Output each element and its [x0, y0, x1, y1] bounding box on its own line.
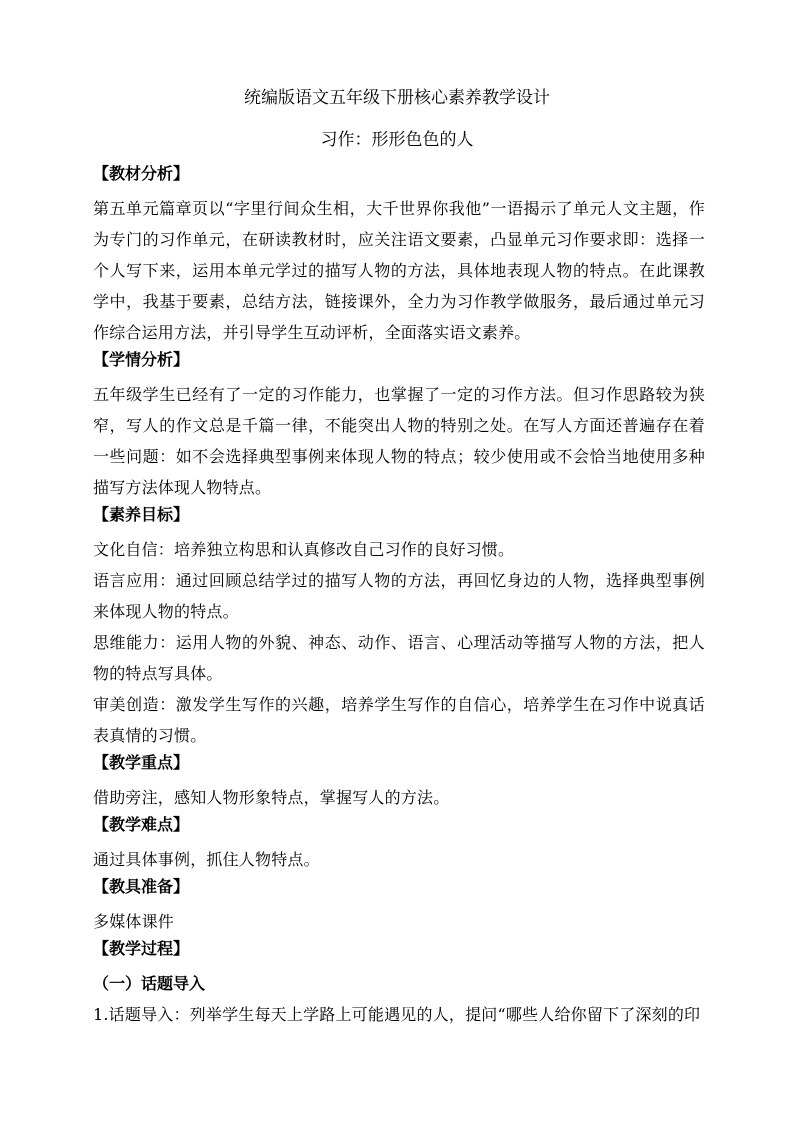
section-heading-difficulties: 【教学难点】: [93, 815, 190, 834]
section-heading-teaching-aids: 【教具准备】: [93, 877, 190, 896]
paragraph-difficulties: 通过具体事例，抓住人物特点。: [93, 850, 320, 869]
document-title: 统编版语文五年级下册核心素养教学设计: [244, 88, 550, 108]
section-heading-literacy-goals: 【素养目标】: [93, 505, 190, 524]
paragraph-teaching-aids: 多媒体课件: [93, 912, 175, 931]
document-body: [93, 162, 705, 1030]
document-subtitle: 习作：形形色色的人: [320, 130, 474, 150]
paragraph-learner-analysis: 五年级学生已经有了一定的习作能力，也掌握了一定的习作方法。但习作思路较为狭窄，写人的作文总是千篇一律，不能突出人物的特别之处。在写人方面还普遍存在着一些问题：如不会选择典型事例来体现人物的特点；较少使用或不会恰当地使用多种描写方法体现人物特点。: [93, 385, 705, 497]
process-sub-heading: （一）话题导入: [93, 974, 206, 993]
section-heading-textbook-analysis: 【教材分析】: [93, 164, 190, 183]
section-heading-key-points: 【教学重点】: [93, 753, 190, 772]
paragraph-goal-aesthetic: 审美创造：激发学生写作的兴趣，培养学生写作的自信心，培养学生在习作中说真话表真情的习惯。: [93, 695, 705, 745]
paragraph-key-points: 借助旁注，感知人物形象特点，掌握写人的方法。: [93, 788, 450, 807]
paragraph-goal-thinking: 思维能力：运用人物的外貌、神态、动作、语言、心理活动等描写人物的方法，把人物的特点写具体。: [93, 633, 705, 683]
paragraph-textbook-analysis: 第五单元篇章页以“字里行间众生相，大千世界你我他”一语揭示了单元人文主题，作为专门的习作单元，在研读教材时，应关注语文要素，凸显单元习作要求即：选择一个人写下来，运用本单元学过的描写人物的方法，具体地表现人物的特点。在此课教学中，我基于要素，总结方法，链接课外，全力为习作教学做服务，最后通过单元习作综合运用方法，并引导学生互动评析，全面落实语文素养。: [93, 199, 705, 342]
paragraph-goal-language-use: 语言应用：通过回顾总结学过的描写人物的方法，再回忆身边的人物，选择典型事例来体现人物的特点。: [93, 571, 705, 621]
section-heading-teaching-process: 【教学过程】: [93, 939, 190, 958]
process-item-1: 1.话题导入：列举学生每天上学路上可能遇见的人，提问“哪些人给你留下了深刻的印: [93, 1005, 701, 1024]
paragraph-goal-cultural-confidence: 文化自信：培养独立构思和认真修改自己习作的良好习惯。: [93, 540, 515, 559]
section-heading-learner-analysis: 【学情分析】: [93, 350, 190, 369]
